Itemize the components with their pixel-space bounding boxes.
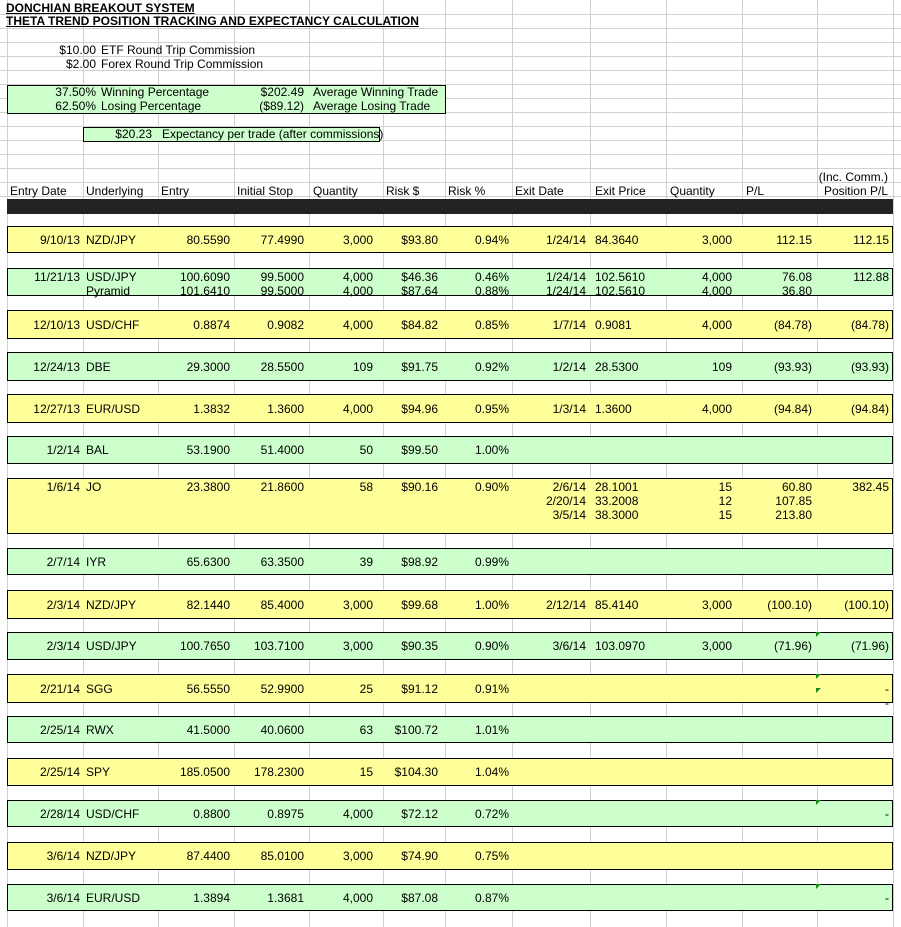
entry-date-cell: 12/10/13 [33,318,80,332]
underlying-cell: Pyramid [86,284,131,298]
underlying-cell: RWX [86,723,114,737]
avg-loss-label: Average Losing Trade [313,99,431,113]
entry-price-cell: 87.4400 [186,849,230,863]
expectancy-value: $20.23 [115,127,152,141]
quantity-cell: 4,000 [342,807,373,821]
entry-price-cell: 0.8874 [193,318,230,332]
underlying-cell: JO [86,480,102,494]
position-pl-cell: (93.93) [850,360,889,374]
initial-stop-cell: 40.0600 [260,723,304,737]
entry-price-cell: 1.3832 [193,402,230,416]
entry-price-cell: 80.5590 [186,233,230,247]
entry-date-cell: 3/6/14 [46,849,80,863]
entry-price-cell: 23.3800 [186,480,230,494]
risk-pct-cell: 0.92% [474,360,509,374]
exit-date-cell: 1/2/14 [552,360,586,374]
exit-price-cell: 0.9081 [595,318,632,332]
quantity-cell: 15 [359,765,373,779]
entry-date-cell: 2/28/14 [39,807,80,821]
risk-dollar-cell: $99.50 [401,443,438,457]
underlying-cell: EUR/USD [86,402,141,416]
exit-date-cell: 1/24/14 [545,270,586,284]
exit-price-cell: 1.3600 [595,402,632,416]
initial-stop-cell: 99.5000 [260,270,304,284]
col-inc-comm: (Inc. Comm.) [818,170,888,184]
exit-date-cell: 3/6/14 [552,639,586,653]
quantity-cell: 3,000 [342,598,373,612]
exit-price-cell: 102.5610 [595,270,646,284]
exit-price-cell: 28.1001 [595,480,639,494]
risk-pct-cell: 0.72% [474,807,509,821]
initial-stop-cell: 178.2300 [253,765,304,779]
position-pl-cell: (94.84) [850,402,889,416]
cell-comment-flag-icon [816,632,821,637]
entry-date-cell: 2/3/14 [46,598,80,612]
exit-date-cell: 3/5/14 [552,508,586,522]
cell-comment-flag-icon [816,884,821,889]
exit-price-cell: 84.3640 [595,233,639,247]
grid-line [0,168,901,169]
initial-stop-cell: 0.8975 [267,807,304,821]
forex-commission-value: $2.00 [65,57,96,71]
exit-price-cell: 28.5300 [595,360,639,374]
quantity-cell: 4,000 [342,891,373,905]
initial-stop-cell: 21.8600 [260,480,304,494]
risk-pct-cell: 0.94% [474,233,509,247]
underlying-cell: IYR [86,555,107,569]
exit-date-cell: 1/24/14 [545,233,586,247]
entry-price-cell: 53.1900 [186,443,230,457]
initial-stop-cell: 28.5500 [260,360,304,374]
grid-line [0,154,901,155]
initial-stop-cell: 77.4990 [260,233,304,247]
exit-quantity-cell: 3,000 [701,639,732,653]
underlying-cell: SGG [86,682,113,696]
entry-date-cell: 1/2/14 [46,443,80,457]
exit-date-cell: 1/3/14 [552,402,586,416]
exit-price-cell: 38.3000 [595,508,639,522]
exit-date-cell: 2/6/14 [552,480,586,494]
entry-date-cell: 3/6/14 [46,891,80,905]
underlying-cell: NZD/JPY [86,849,137,863]
title-tracking: THETA TREND POSITION TRACKING AND EXPECTANCY CALCULATION [6,14,419,28]
exit-quantity-cell: 12 [718,494,732,508]
col-quantity: Quantity [313,184,358,198]
pl-cell: (84.78) [773,318,812,332]
pl-cell: 112.15 [776,233,812,247]
position-pl-cell: 112.88 [853,270,889,284]
etf-commission-label: ETF Round Trip Commission [101,43,256,57]
entry-date-cell: 12/27/13 [33,402,80,416]
grid-line [0,28,901,29]
pl-cell: (94.84) [773,402,812,416]
entry-price-cell: 41.5000 [186,723,230,737]
exit-price-cell: 102.5610 [595,284,646,298]
risk-dollar-cell: $93.80 [401,233,438,247]
quantity-cell: 3,000 [342,849,373,863]
col-exit-price: Exit Price [595,184,646,198]
entry-price-cell: 82.1440 [186,598,230,612]
cell-comment-flag-icon [816,800,821,805]
risk-pct-cell: 0.87% [474,891,509,905]
risk-pct-cell: 0.90% [474,639,509,653]
underlying-cell: BAL [86,443,109,457]
pl-cell: (100.10) [767,598,812,612]
quantity-cell: 3,000 [342,639,373,653]
quantity-cell: 4,000 [342,402,373,416]
entry-date-cell: 2/25/14 [39,723,80,737]
col-position-pl: Position P/L [823,184,888,198]
header-separator-bar [7,199,893,214]
risk-pct-cell: 1.04% [474,765,509,779]
exit-quantity-cell: 4,000 [701,270,732,284]
position-pl-cell: - [885,696,889,710]
col-underlying: Underlying [86,184,144,198]
risk-pct-cell: 1.01% [474,723,509,737]
entry-date-cell: 2/3/14 [46,639,80,653]
col-initial-stop: Initial Stop [237,184,294,198]
forex-commission-label: Forex Round Trip Commission [101,57,264,71]
avg-win-label: Average Winning Trade [313,85,439,99]
underlying-cell: USD/JPY [86,270,137,284]
entry-price-cell: 56.5550 [186,682,230,696]
entry-date-cell: 1/6/14 [46,480,80,494]
exit-price-cell: 103.0970 [595,639,646,653]
exit-date-cell: 1/7/14 [552,318,586,332]
position-pl-cell: (71.96) [850,639,889,653]
pl-cell: 60.80 [781,480,812,494]
risk-pct-cell: 0.99% [474,555,509,569]
quantity-cell: 4,000 [342,270,373,284]
risk-dollar-cell: $46.36 [401,270,438,284]
position-pl-cell: - [885,807,889,821]
pl-cell: 36.80 [781,284,812,298]
initial-stop-cell: 99.5000 [260,284,304,298]
title-system: DONCHIAN BREAKOUT SYSTEM [6,1,195,15]
entry-price-cell: 1.3894 [193,891,230,905]
initial-stop-cell: 1.3600 [267,402,304,416]
exit-date-cell: 2/12/14 [545,598,586,612]
exit-price-cell: 33.2008 [595,494,639,508]
risk-dollar-cell: $90.16 [401,480,438,494]
cell-comment-flag-icon [816,674,821,679]
risk-dollar-cell: $100.72 [394,723,438,737]
exit-date-cell: 1/24/14 [545,284,586,298]
initial-stop-cell: 85.4000 [260,598,304,612]
risk-pct-cell: 0.91% [474,682,509,696]
quantity-cell: 25 [359,682,373,696]
entry-date-cell: 2/7/14 [46,555,80,569]
initial-stop-cell: 0.9082 [267,318,304,332]
risk-dollar-cell: $91.12 [401,682,438,696]
exit-date-cell: 2/20/14 [545,494,586,508]
risk-pct-cell: 0.75% [474,849,509,863]
col-pl: P/L [746,184,765,198]
col-entry: Entry [161,184,190,198]
underlying-cell: NZD/JPY [86,233,137,247]
risk-pct-cell: 0.46% [474,270,509,284]
risk-dollar-cell: $99.68 [401,598,438,612]
risk-pct-cell: 0.85% [474,318,509,332]
exit-quantity-cell: 4,000 [701,318,732,332]
entry-price-cell: 100.6090 [179,270,230,284]
exit-quantity-cell: 4,000 [701,402,732,416]
exit-quantity-cell: 3,000 [701,598,732,612]
cell-comment-flag-icon [816,688,821,693]
initial-stop-cell: 52.9900 [260,682,304,696]
risk-dollar-cell: $104.30 [394,765,438,779]
quantity-cell: 58 [359,480,373,494]
entry-price-cell: 101.6410 [179,284,230,298]
entry-date-cell: 9/10/13 [39,233,80,247]
exit-quantity-cell: 109 [711,360,732,374]
losing-pct: 62.50% [55,99,96,113]
risk-dollar-cell: $87.08 [401,891,438,905]
expectancy-label: Expectancy per trade (after commissions) [162,127,384,141]
position-pl-cell: - [885,891,889,905]
risk-dollar-cell: $90.35 [401,639,438,653]
underlying-cell: EUR/USD [86,891,141,905]
risk-pct-cell: 0.90% [474,480,509,494]
underlying-cell: USD/JPY [86,639,137,653]
position-pl-cell: (100.10) [844,598,889,612]
underlying-cell: DBE [86,360,111,374]
exit-price-cell: 85.4140 [595,598,639,612]
entry-price-cell: 185.0500 [179,765,230,779]
col-risk-pct: Risk % [448,184,486,198]
exit-quantity-cell: 15 [718,508,732,522]
initial-stop-cell: 51.4000 [260,443,304,457]
initial-stop-cell: 103.7100 [253,639,304,653]
initial-stop-cell: 85.0100 [260,849,304,863]
etf-commission-value: $10.00 [59,43,96,57]
quantity-cell: 109 [352,360,373,374]
entry-price-cell: 0.8800 [193,807,230,821]
entry-price-cell: 29.3000 [186,360,230,374]
pl-cell: 107.85 [775,494,812,508]
quantity-cell: 39 [359,555,373,569]
pl-cell: 76.08 [781,270,812,284]
risk-dollar-cell: $94.96 [401,402,438,416]
initial-stop-cell: 63.3500 [260,555,304,569]
underlying-cell: USD/CHF [86,318,140,332]
initial-stop-cell: 1.3681 [267,891,304,905]
entry-price-cell: 65.6300 [186,555,230,569]
risk-dollar-cell: $84.82 [401,318,438,332]
grid-line [0,182,901,183]
position-pl-cell: (84.78) [850,318,889,332]
position-pl-cell: - [885,682,889,696]
col-entry-date: Entry Date [10,184,67,198]
risk-pct-cell: 0.95% [474,402,509,416]
risk-dollar-cell: $72.12 [401,807,438,821]
risk-dollar-cell: $91.75 [401,360,438,374]
risk-pct-cell: 1.00% [474,598,509,612]
underlying-cell: USD/CHF [86,807,140,821]
col-exit-quantity: Quantity [670,184,715,198]
risk-dollar-cell: $87.64 [401,284,438,298]
risk-pct-cell: 0.88% [474,284,509,298]
pl-cell: (71.96) [773,639,812,653]
exit-quantity-cell: 3,000 [701,233,732,247]
risk-dollar-cell: $74.90 [401,849,438,863]
pl-cell: 213.80 [775,508,812,522]
quantity-cell: 3,000 [342,233,373,247]
underlying-cell: SPY [86,765,111,779]
avg-loss-value: ($89.12) [259,99,304,113]
entry-price-cell: 100.7650 [179,639,230,653]
exit-quantity-cell: 15 [718,480,732,494]
losing-label: Losing Percentage [101,99,202,113]
avg-win-value: $202.49 [260,85,304,99]
pl-cell: (93.93) [773,360,812,374]
exit-quantity-cell: 4,000 [701,284,732,298]
entry-date-cell: 2/25/14 [39,765,80,779]
entry-date-cell: 2/21/14 [39,682,80,696]
risk-pct-cell: 1.00% [474,443,509,457]
position-pl-cell: 112.15 [853,233,889,247]
quantity-cell: 4,000 [342,318,373,332]
entry-date-cell: 12/24/13 [33,360,80,374]
winning-pct: 37.50% [55,85,96,99]
underlying-cell: NZD/JPY [86,598,137,612]
risk-dollar-cell: $98.92 [401,555,438,569]
col-risk-dollar: Risk $ [386,184,420,198]
entry-date-cell: 11/21/13 [34,270,80,284]
quantity-cell: 63 [359,723,373,737]
winning-label: Winning Percentage [101,85,210,99]
col-exit-date: Exit Date [515,184,564,198]
quantity-cell: 50 [359,443,373,457]
position-pl-cell: 382.45 [852,480,889,494]
quantity-cell: 4,000 [342,284,373,298]
